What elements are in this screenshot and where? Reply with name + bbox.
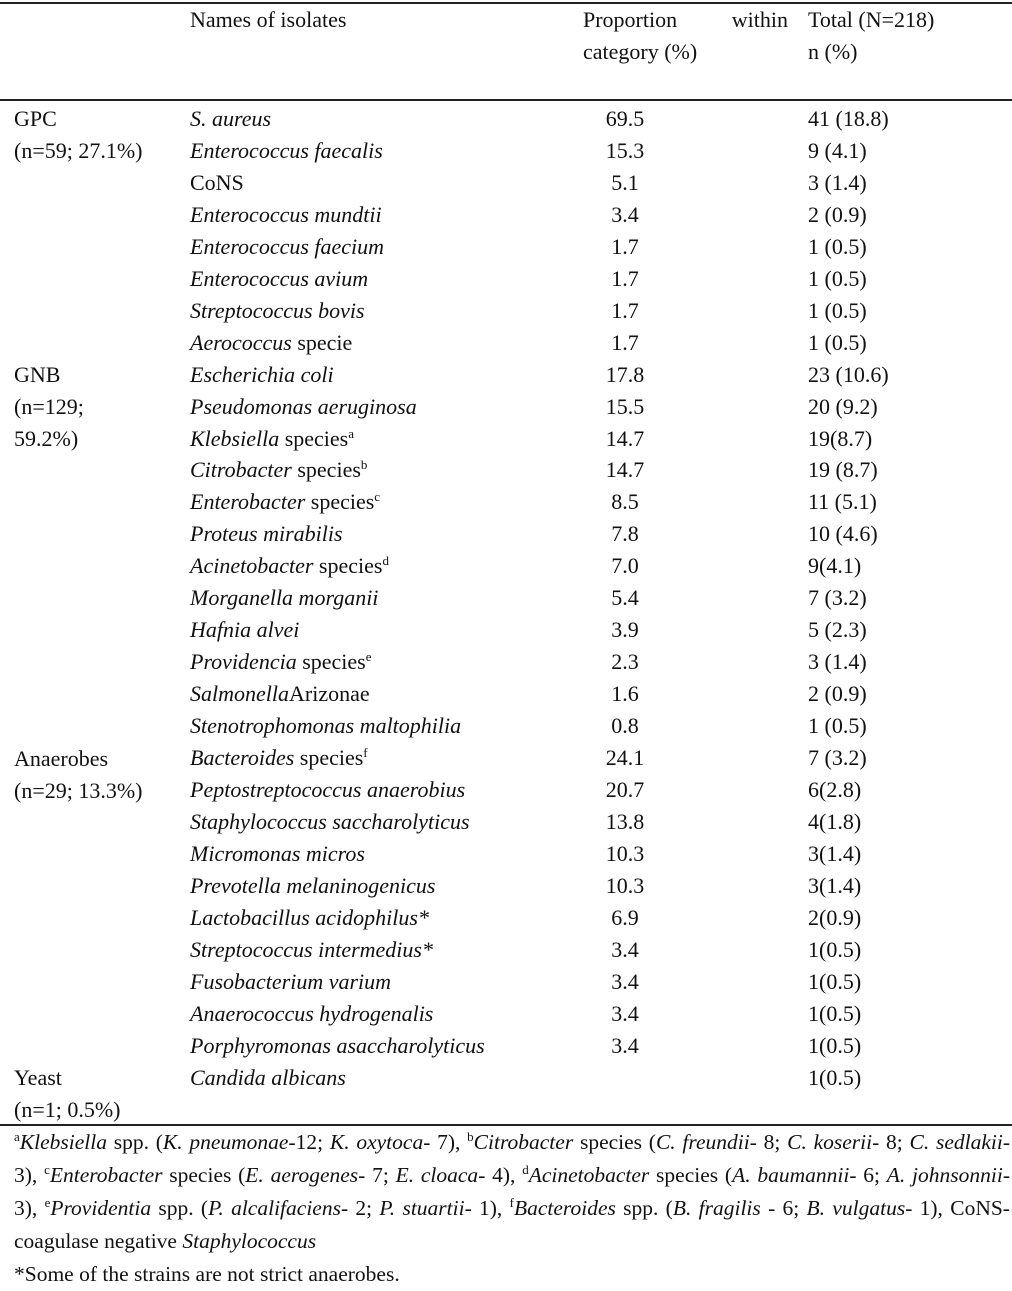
proportion-value: 5.1 [611, 169, 639, 195]
footnote-italic: E. cloaca [395, 1163, 479, 1187]
table-row [0, 1062, 1012, 1094]
table-row [0, 742, 1012, 774]
footnote-italic: Klebsiella [19, 1130, 107, 1154]
table-row [0, 486, 1012, 518]
footnote-italic: B. vulgatus [806, 1196, 906, 1220]
footnote-mark: c [44, 1162, 50, 1177]
isolate-name-italic: Salmonella [190, 681, 289, 707]
footnote-italic: Citrobacter [473, 1130, 574, 1154]
group-label: Anaerobes [14, 746, 109, 771]
table-row [0, 295, 1012, 327]
total-value: 5 (2.3) [808, 617, 867, 643]
table-row [0, 902, 1012, 934]
total-value: 3 (1.4) [808, 169, 867, 195]
isolate-name [190, 806, 470, 838]
isolate-name-italic: Peptostreptococcus anaerobius [190, 776, 466, 802]
isolate-name-italic: Streptococcus intermedius* [190, 936, 433, 962]
isolate-name-italic: Candida albicans [190, 1064, 346, 1090]
isolate-name-italic: Streptococcus bovis [190, 297, 365, 323]
table-row [0, 263, 1012, 295]
table-row [0, 582, 1012, 614]
footnote-italic: Enterobacter [49, 1163, 163, 1187]
proportion-value: 1.7 [611, 265, 639, 291]
isolate-name-italic: Hafnia alvei [190, 617, 300, 643]
isolate-name-plain: species [291, 457, 361, 483]
footnote-text: - 1), CoNS- coagulase negative [14, 1196, 1010, 1253]
total-value: 1 (0.5) [808, 329, 867, 355]
total-value: 19(8.7) [808, 425, 873, 451]
isolate-name-italic: Proteus mirabilis [190, 521, 343, 547]
total-value: 1(0.5) [808, 1032, 862, 1058]
footnote-italic: A. baumannii [732, 1163, 850, 1187]
footnote-italic: Bacteroides [513, 1196, 616, 1220]
table-row [0, 550, 1012, 582]
isolate-name [190, 295, 365, 327]
header-total [808, 4, 934, 68]
isolate-name [190, 135, 383, 167]
footnote-text: - 8; [872, 1130, 910, 1154]
footnote-marker: f [363, 745, 368, 760]
footnote-species [14, 1126, 1010, 1258]
isolate-name [190, 838, 365, 870]
table-row [0, 678, 1012, 710]
total-value: 3 (1.4) [808, 649, 867, 675]
footnote-text: spp. ( [151, 1196, 209, 1220]
isolate-name [190, 998, 433, 1030]
proportion-value: 1.7 [611, 233, 639, 259]
isolate-name [190, 614, 299, 646]
proportion-value: 3.4 [611, 968, 639, 994]
isolate-name-italic: Porphyromonas asaccharolyticus [190, 1032, 485, 1058]
footnote-italic: K. oxytoca [329, 1130, 424, 1154]
proportion-value: 5.4 [611, 585, 639, 611]
isolate-name [190, 710, 461, 742]
proportion-value: 24.1 [605, 745, 645, 770]
total-value: 41 (18.8) [808, 106, 889, 131]
footnote-italic: A. johnsonnii [886, 1163, 1003, 1187]
proportion-value: 1.6 [611, 681, 639, 707]
header-proportion-line2: category (%) [583, 39, 698, 64]
isolate-name [190, 870, 435, 902]
isolate-name-italic: Enterococcus faecalis [190, 137, 383, 163]
header-proportion-line1: Proportion within [583, 7, 788, 32]
isolate-name [190, 678, 370, 710]
total-value: 3(1.4) [808, 872, 862, 898]
group-label: Yeast [14, 1065, 62, 1090]
proportion-value: 1.7 [611, 297, 639, 323]
footnote-mark: d [522, 1162, 529, 1177]
isolate-name-italic: Enterobacter [190, 489, 306, 515]
footnote-italic: Staphylococcus [182, 1229, 317, 1253]
total-value: 6(2.8) [808, 776, 862, 802]
proportion-value: 6.9 [611, 904, 639, 930]
isolate-name-italic: Anaerococcus hydrogenalis [190, 1000, 434, 1026]
isolate-name [190, 199, 382, 231]
footnote-italic: Acinetobacter [528, 1163, 650, 1187]
footnote-italic: E. aerogenes [245, 1163, 359, 1187]
proportion-value: 8.5 [611, 489, 639, 515]
proportion-value: 13.8 [605, 808, 645, 834]
isolate-name-italic: Morganella morganii [190, 585, 379, 611]
isolate-name-italic: Enterococcus avium [190, 265, 369, 291]
footnote-text: - 6; [849, 1163, 887, 1187]
isolate-name [190, 582, 378, 614]
footnote-text: -12; [288, 1130, 330, 1154]
proportion-value: 2.3 [611, 649, 639, 675]
isolate-name [190, 646, 372, 678]
footnote-italic: C. freundii [655, 1130, 750, 1154]
isolate-name [190, 454, 367, 486]
table-row [0, 167, 1012, 199]
footnote-mark: e [44, 1195, 51, 1210]
table-row [0, 327, 1012, 359]
isolate-name-italic: Escherichia coli [190, 361, 334, 387]
proportion-value: 15.5 [605, 393, 645, 419]
footnote-text: spp. ( [615, 1196, 673, 1220]
table-row [0, 103, 1012, 135]
total-value: 11 (5.1) [808, 489, 877, 515]
footnote-marker: e [365, 649, 372, 665]
footnote-text: spp. ( [106, 1130, 163, 1154]
total-value: 2 (0.9) [808, 201, 867, 227]
footnote-text: - 6; [760, 1196, 807, 1220]
total-value: 3(1.4) [808, 840, 862, 866]
isolate-name [190, 774, 465, 806]
footnote-text: - 2; [340, 1196, 380, 1220]
header-names: Names of isolates [190, 7, 347, 32]
table-row [0, 1030, 1012, 1062]
total-value: 1(0.5) [808, 1000, 862, 1026]
table-row [0, 966, 1012, 998]
table-row [0, 998, 1012, 1030]
isolate-name [190, 359, 334, 391]
footnote-text: - 8; [749, 1130, 788, 1154]
footnote-marker: b [360, 457, 368, 473]
isolate-name-italic: Pseudomonas aeruginosa [190, 393, 417, 419]
table-row [0, 614, 1012, 646]
proportion-value: 0.8 [611, 713, 639, 739]
isolate-name [190, 1030, 485, 1062]
footnote-mark: b [467, 1129, 474, 1144]
isolate-name-italic: Bacteroides [190, 745, 295, 770]
footnote-italic: K. pneumonae [162, 1130, 289, 1154]
total-value: 9(4.1) [808, 553, 862, 579]
table-row [0, 870, 1012, 902]
table-row [0, 806, 1012, 838]
header-rule [0, 99, 1012, 101]
proportion-value: 3.4 [611, 1000, 639, 1026]
isolate-name [190, 423, 354, 455]
isolate-name [190, 391, 417, 423]
isolate-name-plain: Arizonae [289, 681, 370, 707]
table-row [0, 646, 1012, 678]
isolate-name [190, 742, 368, 774]
total-value: 9 (4.1) [808, 137, 867, 163]
total-value: 1 (0.5) [808, 297, 867, 323]
proportion-value: 10.3 [605, 840, 645, 866]
isolate-name-italic: Prevotella melaninogenicus [190, 872, 436, 898]
group-label: GNB [14, 362, 61, 387]
table-row [0, 359, 1012, 391]
isolate-name [190, 550, 389, 582]
footnote-italic: C. koserii [787, 1130, 873, 1154]
footnote-text: - 3), [14, 1130, 1011, 1187]
total-value: 1(0.5) [808, 1064, 862, 1090]
isolate-name-plain: species [313, 553, 383, 579]
proportion-value: 15.3 [605, 137, 645, 163]
footnote-marker: c [374, 489, 381, 505]
isolate-name-italic: Klebsiella [190, 425, 280, 451]
proportion-value: 69.5 [605, 106, 645, 131]
isolate-name-plain: species [294, 745, 364, 770]
group-count: (n=1; 0.5%) [14, 1097, 121, 1122]
footnote-text: species ( [573, 1130, 656, 1154]
proportion-value: 3.4 [611, 936, 639, 962]
total-value: 2(0.9) [808, 904, 862, 930]
footnote-text: species ( [162, 1163, 246, 1187]
isolate-name-italic: Enterococcus mundtii [190, 201, 382, 227]
footnote-marker: d [382, 553, 389, 569]
isolate-name-italic: Staphylococcus saccharolyticus [190, 808, 470, 834]
table-row [0, 934, 1012, 966]
isolate-name [190, 231, 384, 263]
total-value: 1(0.5) [808, 968, 862, 994]
footnote [14, 1126, 1010, 1291]
total-value: 4(1.8) [808, 808, 862, 834]
header-total-line2: n (%) [808, 39, 858, 64]
proportion-value: 20.7 [605, 776, 645, 802]
proportion-value: 3.9 [611, 617, 639, 643]
isolate-name-italic: Fusobacterium varium [190, 968, 392, 994]
isolate-name-italic: Enterococcus faecium [190, 233, 385, 259]
total-value: 1 (0.5) [808, 265, 867, 291]
table-row [0, 231, 1012, 263]
footnote-text: - 3), [14, 1163, 1011, 1220]
table-row [0, 391, 1012, 423]
table-row [0, 199, 1012, 231]
footnote-italic: Providentia [50, 1196, 152, 1220]
group-count: (n=59; 27.1%) [14, 138, 143, 163]
table-row [0, 838, 1012, 870]
footnote-text: - 7), [423, 1130, 468, 1154]
proportion-value: 14.7 [605, 457, 645, 483]
proportion-value: 7.8 [611, 521, 639, 547]
isolate-name [190, 167, 244, 199]
isolate-name [190, 327, 352, 359]
total-value: 2 (0.9) [808, 681, 867, 707]
isolate-name [190, 966, 391, 998]
footnote-italic: B. fragilis [672, 1196, 761, 1220]
group-label: GPC [14, 106, 57, 131]
total-value: 1 (0.5) [808, 233, 867, 259]
total-value: 1 (0.5) [808, 713, 867, 739]
isolate-name [190, 518, 343, 550]
isolate-name-italic: Stenotrophomonas maltophilia [190, 713, 462, 739]
footnote-italic: P. stuartii [379, 1196, 465, 1220]
footnote-italic: C. sedlakii [909, 1130, 1003, 1154]
footnote-mark: a [14, 1129, 20, 1144]
proportion-value: 3.4 [611, 1032, 639, 1058]
isolate-name [190, 934, 433, 966]
footnote-text: species ( [649, 1163, 733, 1187]
proportion-value: 3.4 [611, 201, 639, 227]
group-count: (n=129; [14, 394, 84, 419]
total-value: 7 (3.2) [808, 585, 867, 611]
table-row [0, 518, 1012, 550]
table-row [0, 454, 1012, 486]
total-value: 23 (10.6) [808, 361, 889, 387]
footnote-marker: a [348, 425, 355, 441]
isolate-name [190, 902, 429, 934]
proportion-value: 10.3 [605, 872, 645, 898]
proportion-value: 7.0 [611, 553, 639, 579]
isolate-name-italic: S. aureus [190, 106, 272, 131]
isolate-name-italic: Micromonas micros [190, 840, 365, 866]
footnote-mark: f [509, 1195, 514, 1210]
table-row [0, 135, 1012, 167]
proportion-value: 17.8 [605, 361, 645, 387]
isolate-name-plain: species [296, 649, 366, 675]
footnote-italic: P. alcalifaciens [208, 1196, 341, 1220]
footnote-star: *Some of the strains are not strict anaerobes. [14, 1262, 400, 1286]
isolate-name [190, 486, 380, 518]
header-proportion [583, 4, 788, 68]
header-total-line1: Total (N=218) [808, 7, 935, 32]
table-row [0, 710, 1012, 742]
total-value: 19 (8.7) [808, 457, 878, 483]
total-value: 20 (9.2) [808, 393, 878, 419]
footnote-text: - 4), [478, 1163, 523, 1187]
isolate-name-plain: CoNS [190, 169, 244, 195]
proportion-value: 14.7 [605, 425, 645, 451]
isolate-name-italic: Aerococcus [190, 329, 292, 355]
isolate-name-italic: Lactobacillus acidophilus* [190, 904, 429, 930]
isolate-name [190, 103, 271, 135]
isolate-name-italic: Citrobacter [190, 457, 292, 483]
footnote-text: - 7; [358, 1163, 396, 1187]
total-value: 10 (4.6) [808, 521, 878, 547]
proportion-value: 1.7 [611, 329, 639, 355]
isolate-name-plain: species [305, 489, 375, 515]
footnote-text: - 1), [464, 1196, 510, 1220]
isolate-name [190, 1062, 346, 1094]
group-count: (n=29; 13.3%) [14, 778, 143, 803]
table-row [0, 423, 1012, 455]
isolate-name [190, 263, 368, 295]
table-row [0, 774, 1012, 806]
group-count: 59.2%) [14, 426, 79, 451]
isolate-name-plain: species [279, 425, 349, 451]
total-value: 1(0.5) [808, 936, 862, 962]
total-value: 7 (3.2) [808, 745, 867, 770]
isolate-name-italic: Providencia [190, 649, 297, 675]
isolate-name-italic: Acinetobacter [190, 553, 314, 579]
isolate-name-plain: specie [291, 329, 353, 355]
